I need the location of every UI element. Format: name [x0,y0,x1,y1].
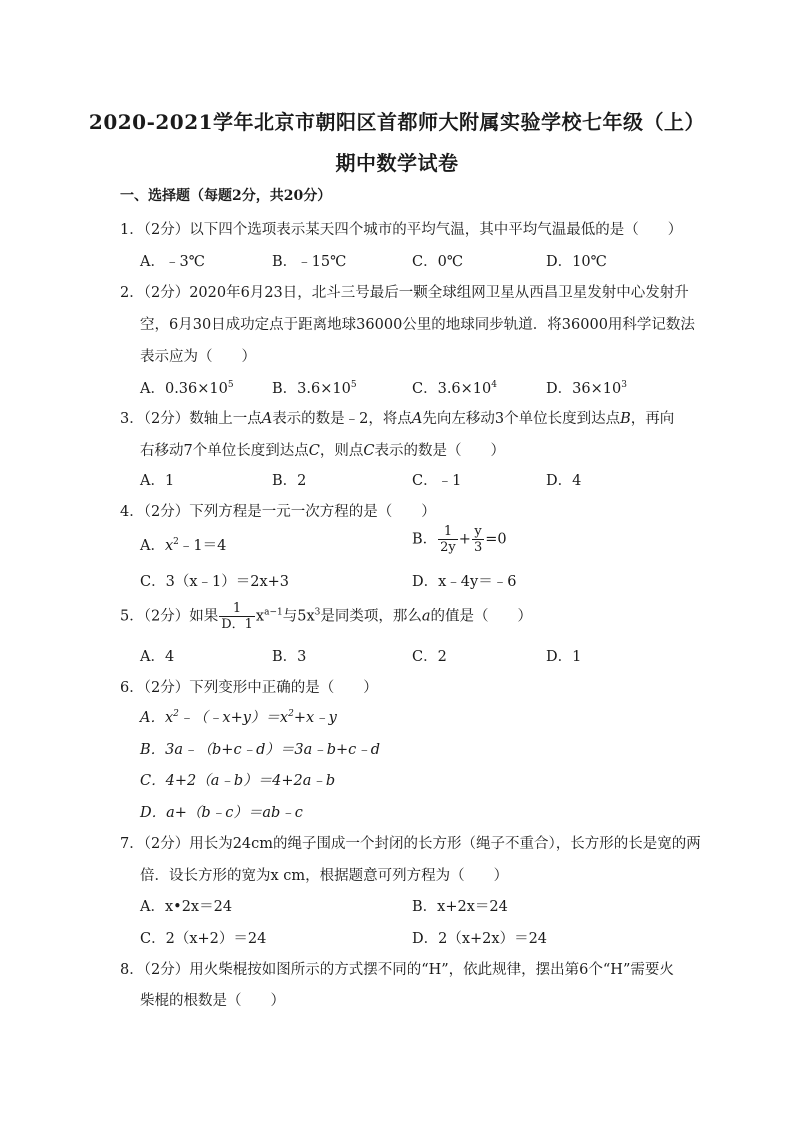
question-8-line1: 8．（2分）用火柴棍按如图所示的方式摆不同的“H”，依此规律，摆出第6个“H”需要火 [120,962,674,978]
exam-title-line1: 2020-2021学年北京市朝阳区首都师大附属实验学校七年级（上） [88,110,706,134]
q7-option-b: B．x+2x＝24 [412,899,508,915]
q2-option-a: A．$0.36\times 10^5$ [140,380,234,397]
question-3-line1: 3．（2分）数轴上一点A表示的数是﹣2，将点A先向左移动3个单位长度到达点B，再向 [120,411,675,427]
q1-option-d: D．10℃ [546,254,607,270]
question-7-line2: 倍．设长方形的宽为x cm，根据题意可列方程为（ ） [140,868,509,884]
fraction: $\frac{1}{D.1}$ [221,601,253,632]
q3-option-c: C．﹣1 [412,473,462,489]
q7-option-c: C．2（x+2）＝24 [140,931,267,947]
q4-option-d: D．x﹣4y＝﹣6 [412,574,517,590]
exam-title-line2: 期中数学试卷 [335,151,459,175]
q1-option-c: C．0℃ [412,254,464,270]
q3-option-a: A．1 [140,473,175,489]
q5-option-c: C．2 [412,649,447,665]
question-1: 1．（2分）以下四个选项表示某天四个城市的平均气温，其中平均气温最低的是（ ） [120,222,683,238]
section-heading: 一、选择题（每题2分，共20分） [120,188,332,204]
q2-option-b: B．$3.6\times 10^5$ [272,380,357,397]
fraction: $\frac{y}{3}$ [473,524,483,555]
q6-option-b: B．3a﹣（b+c﹣d）＝3a﹣b+c﹣d [140,742,381,758]
q3-option-b: B．2 [272,473,307,489]
question-6: 6．（2分）下列变形中正确的是（ ） [120,680,378,696]
q2-option-c: C．$3.6\times 10^4$ [412,380,497,397]
question-7-line1: 7．（2分）用长为24cm的绳子围成一个封闭的长方形（绳子不重合），长方形的长是宽的两 [120,836,701,852]
question-5: 5．（2分）如果 $\frac{1}{D.1}$ $x^{a-1}$与$5x^3$是同类项，那么a的值是（ ） [120,601,533,632]
q2-option-d: D．$36\times 10^3$ [546,380,627,397]
q7-option-d: D．2（x+2x）＝24 [412,931,548,947]
q3-option-d: D．4 [546,473,582,489]
q1-option-a: A．﹣3℃ [140,254,205,270]
question-2-line3: 表示应为（ ） [140,349,256,365]
question-2-line2: 空，6月30日成功定点于距离地球36000公里的地球同步轨道．将36000用科学记数法 [140,317,695,333]
q6-option-d: D．a+（b﹣c）＝ab﹣c [140,805,303,821]
q5-option-a: A．4 [140,649,175,665]
q6-option-a: A．$x^2﹣(﹣x+y)=x^2+x﹣y$ [140,709,337,726]
question-2-line1: 2．（2分）2020年6月23日，北斗三号最后一颗全球组网卫星从西昌卫星发射中心发射升 [120,285,689,301]
q1-option-b: B．﹣15℃ [272,254,347,270]
q4-option-a: A．$x^2﹣1=4$ [140,537,227,554]
question-8-line2: 柴棍的根数是（ ） [140,993,285,1009]
question-4: 4．（2分）下列方程是一元一次方程的是（ ） [120,504,436,520]
question-3-line2: 右移动7个单位长度到达点C，则点C表示的数是（ ） [140,443,505,459]
q5-option-b: B．3 [272,649,307,665]
fraction: $\frac{1}{2y}$ [440,524,456,555]
q7-option-a: A．x•2x＝24 [140,899,233,915]
q5-option-d: D．1 [546,649,582,665]
q4-option-c: C．3（x﹣1）＝2x+3 [140,574,289,590]
q4-option-b: B． $\frac{1}{2y}$ + $\frac{y}{3}$ =0 [412,524,507,555]
q6-option-c: C．4+2（a﹣b）＝4+2a﹣b [140,773,336,789]
